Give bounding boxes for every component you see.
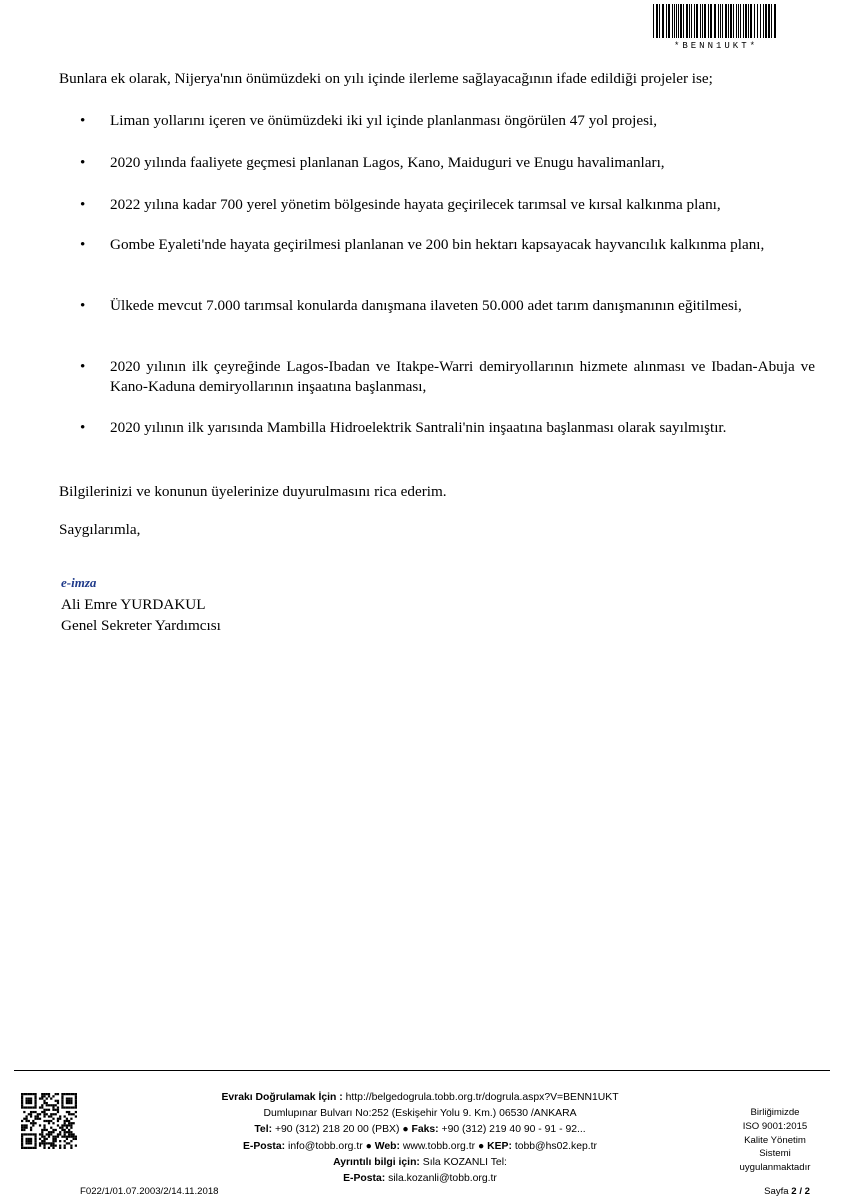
list-item [80,357,815,397]
e-signature-mark: e-imza [61,575,97,590]
form-code: F022/1/01.07.2003/2/14.11.2018 [80,1186,219,1197]
qr-code-icon [21,1093,77,1149]
separator-dot-icon: ● [365,1140,372,1152]
signer-title: Genel Sekreter Yardımcısı [61,617,221,634]
list-item-text: Gombe Eyaleti'nde hayata geçirilmesi planlanan ve 200 bin hektarı kapsayacak hayvancılık kalkınma planı, [110,236,765,253]
bullet-dot-icon: • [80,154,86,171]
verify-line [150,1090,690,1106]
fax-value: +90 (312) 219 40 90 - 91 - 92... [441,1124,586,1136]
list-item-text: 2020 yılının ilk çeyreğinde Lagos-Ibadan ve Itakpe-Warri demiryollarının hizmete alınması ve Ibadan-Abuja ve Kano-Kaduna demiryollarının inşaatına başlanması, [110,358,815,395]
iso-notice [720,1106,830,1175]
fax-label: Faks: [411,1124,439,1136]
iso-line: Sistemi [759,1148,791,1160]
iso-line: Kalite Yönetim [744,1134,806,1146]
signature-block [61,594,221,636]
barcode-bars [651,4,781,40]
list-item-text: Ülkede mevcut 7.000 tarımsal konularda danışmana ilaveten 50.000 adet tarım danışmanının eğitilmesi, [110,297,742,314]
separator-dot-icon: ● [402,1124,409,1136]
bullet-dot-icon: • [80,358,86,375]
web-line [150,1139,690,1155]
bullet-dot-icon: • [80,236,86,253]
contact-email-link[interactable]: sila.kozanli@tobb.org.tr [388,1173,497,1185]
contact-email-line [150,1171,690,1187]
list-item-text: 2022 yılına kadar 700 yerel yönetim bölgesinde hayata geçirilecek tarımsal ve kırsal kalkınma planı, [110,196,721,213]
list-item [80,418,815,438]
iso-line: ISO 9001:2015 [742,1120,808,1132]
list-item [80,195,815,215]
list-item-text: 2020 yılında faaliyete geçmesi planlanan Lagos, Kano, Maiduguri ve Enugu havalimanları, [110,154,665,171]
page-number [764,1186,810,1197]
closing-paragraph: Bilgilerinizi ve konunun üyelerinize duyurulmasını rica ederim. [59,483,447,500]
detail-value: Sıla KOZANLI Tel: [422,1156,507,1168]
kep-label: KEP: [487,1140,512,1152]
tel-label: Tel: [254,1124,273,1136]
list-item-text: Liman yollarını içeren ve önümüzdeki iki yıl içinde planlanması öngörülen 47 yol projesi, [110,112,658,129]
detail-label: Ayrıntılı bilgi için: [333,1156,420,1168]
iso-line: Birliğimizde [750,1107,800,1118]
verify-label: Evrakı Doğrulamak İçin : [221,1092,343,1103]
footer-divider [14,1070,830,1071]
barcode-text: *BENN1UKT* [673,41,758,51]
bullet-dot-icon: • [80,419,86,436]
page-separator: / [799,1186,802,1197]
page-total: 2 [804,1186,810,1197]
tel-value: +90 (312) 218 20 00 (PBX) [274,1124,400,1136]
web-link[interactable]: www.tobb.org.tr [402,1140,476,1152]
greeting: Saygılarımla, [59,521,141,538]
web-label: Web: [374,1140,400,1152]
contact-email-label: E-Posta: [343,1173,386,1185]
intro-paragraph: Bunlara ek olarak, Nijerya'nın önümüzdeki on yılı içinde ilerleme sağlayacağının ifade edildiği projeler ise; [59,70,713,87]
bullet-dot-icon: • [80,112,86,129]
email-link[interactable]: info@tobb.org.tr [288,1140,363,1152]
phone-line [150,1122,690,1138]
email-label: E-Posta: [242,1140,286,1152]
list-item-text: 2020 yılının ilk yarısında Mambilla Hidroelektrik Santrali'nin inşaatına başlanması olarak sayılmıştır. [110,419,727,436]
address-line: Dumlupınar Bulvarı No:252 (Eskişehir Yolu 9. Km.) 06530 /ANKARA [263,1108,577,1120]
page-label: Sayfa [764,1186,789,1197]
list-item [80,235,815,255]
kep-value: tobb@hs02.kep.tr [514,1140,598,1152]
verify-link[interactable]: http://belgedogrula.tobb.org.tr/dogrula.aspx?V=BENN1UKT [345,1092,619,1103]
detail-line [150,1155,690,1171]
list-item [80,296,815,316]
bullet-dot-icon: • [80,196,86,213]
page-current: 2 [791,1186,797,1197]
list-item [80,153,815,173]
footer-contact [150,1090,690,1187]
document-barcode [651,4,781,51]
signer-name: Ali Emre YURDAKUL [61,596,206,613]
separator-dot-icon: ● [477,1140,485,1152]
bullet-dot-icon: • [80,297,86,314]
list-item [80,111,815,131]
iso-line: uygulanmaktadır [739,1162,811,1174]
